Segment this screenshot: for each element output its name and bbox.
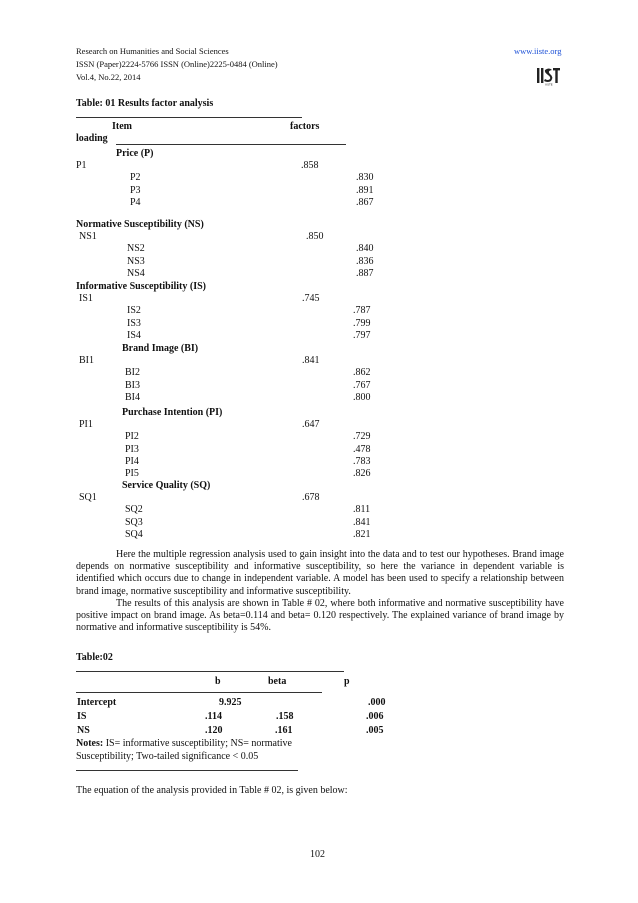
table1-item-loading: .841 <box>353 516 371 528</box>
table2-notes-label: Notes: <box>76 738 104 749</box>
table2-cell-beta: .158 <box>276 711 294 722</box>
table2-title: Table:02 <box>76 652 113 663</box>
journal-url-link[interactable]: www.iiste.org <box>514 46 562 56</box>
table1-item-loading: .678 <box>302 492 320 504</box>
table2-header-beta: beta <box>268 676 287 687</box>
table1-item-loading: .783 <box>353 455 371 467</box>
table1-item-label: SQ2 <box>125 504 143 516</box>
paragraph-regression: Here the multiple regression analysis used to gain insight into the data and to test our hypotheses. Brand image depends on normative susceptibility and informative susceptibility, so here the variance in dependent variable is identified which occurs due to change in independent variable. A model has been used to specify a relationship between brand image, normative susceptibility and informative susceptibility. <box>76 549 564 597</box>
table1-item-label: SQ4 <box>125 528 143 540</box>
table1-item-label: PI2 <box>125 431 139 443</box>
issn-line: ISSN (Paper)2224-5766 ISSN (Online)2225-0484 (Online) <box>76 59 278 69</box>
table2-bottom-rule <box>76 770 298 771</box>
table1-item-label: P1 <box>76 160 87 172</box>
volume-line: Vol.4, No.22, 2014 <box>76 72 141 82</box>
table2-row-label: Intercept <box>77 697 117 708</box>
table1-item-label: IS3 <box>127 317 141 329</box>
svg-text:IISTE: IISTE <box>545 82 553 86</box>
table1-item-loading: .767 <box>353 379 371 391</box>
table1-item-loading: .800 <box>353 391 371 403</box>
closing-sentence: The equation of the analysis provided in Table # 02, is given below: <box>76 785 348 796</box>
table1-item-loading: .745 <box>302 293 320 305</box>
table2-cell-b: 9.925 <box>219 697 242 708</box>
table2-cell-b: .114 <box>205 711 222 722</box>
table2-row-label: IS <box>77 711 87 722</box>
table1-item-label: IS2 <box>127 305 141 317</box>
table1-item-loading: .821 <box>353 528 371 540</box>
page-number: 102 <box>310 849 325 860</box>
table1-item-label: PI4 <box>125 455 139 467</box>
table1-item-loading: .826 <box>353 468 371 479</box>
table1-construct-heading: Purchase Intention (PI) <box>122 407 223 418</box>
table2-row-label: NS <box>77 725 90 736</box>
table2-cell-p: .005 <box>366 725 384 736</box>
table1-item-loading: .729 <box>353 431 371 443</box>
table1-item-loading: .830 <box>356 172 374 184</box>
journal-name: Research on Humanities and Social Sciences <box>76 46 229 56</box>
table1-item-loading: .797 <box>353 329 371 341</box>
table1-item-label: BI1 <box>79 355 94 367</box>
table1-item-label: PI5 <box>125 468 139 479</box>
table1-item-loading: .887 <box>356 267 374 279</box>
paragraph-results: The results of this analysis are shown in Table # 02, where both informative and normative susceptibility have positive impact on brand image. As beta=0.114 and beta= 0.120 respectively. The explained variance of brand image by normative and informative susceptibility is 54%. <box>76 598 564 634</box>
table1-item-label: BI3 <box>125 379 140 391</box>
table1-item-loading: .647 <box>302 419 320 431</box>
table1-item-label: PI1 <box>79 419 93 431</box>
table1-item-label: P2 <box>130 172 141 184</box>
table1-top-rule <box>76 117 302 118</box>
table1-item-label: P3 <box>130 184 141 196</box>
table2-header-rule <box>76 692 322 693</box>
table1-item-loading: .867 <box>356 196 374 208</box>
table2-notes <box>76 738 292 750</box>
table1-item-label: PI3 <box>125 443 139 455</box>
table1-item-label: SQ3 <box>125 516 143 528</box>
table1-item-loading: .840 <box>356 243 374 255</box>
table1-title: Table: 01 Results factor analysis <box>76 98 214 109</box>
table1-item-loading: .799 <box>353 317 371 329</box>
table1-construct-heading: Informative Susceptibility (IS) <box>76 281 206 292</box>
table1-construct-heading: Brand Image (BI) <box>122 343 199 354</box>
table1-construct-heading: Normative Susceptibility (NS) <box>76 219 204 230</box>
iiste-logo-icon <box>536 66 562 86</box>
table1-item-loading: .891 <box>356 184 374 196</box>
table1-item-loading: .787 <box>353 305 371 317</box>
table1-item-label: NS2 <box>127 243 145 255</box>
table1-item-loading: .850 <box>306 231 324 243</box>
table2-cell-b: .120 <box>205 725 223 736</box>
table1-item-label: NS1 <box>79 231 97 243</box>
table1-item-loading: .862 <box>353 367 371 379</box>
table1-item-label: P4 <box>130 196 141 208</box>
table2-cell-p: .006 <box>366 711 384 722</box>
table1-item-label: NS3 <box>127 255 145 267</box>
table1-item-label: BI4 <box>125 391 140 403</box>
table2-cell-p: .000 <box>368 697 386 708</box>
table1-header-factors: factors <box>290 121 320 132</box>
table2-top-rule <box>76 671 344 672</box>
table1-construct-heading: Service Quality (SQ) <box>122 480 211 491</box>
table1-item-label: SQ1 <box>79 492 97 504</box>
table2-header-b: b <box>215 676 221 687</box>
table1-item-loading: .858 <box>301 160 319 172</box>
table1-item-label: IS1 <box>79 293 93 305</box>
table2-cell-beta: .161 <box>275 725 293 736</box>
table1-item-label: NS4 <box>127 267 145 279</box>
table2-header-p: p <box>344 676 350 687</box>
table1-item-loading: .478 <box>353 443 371 455</box>
table1-item-loading: .811 <box>353 504 371 516</box>
table1-header-item: Item <box>112 121 132 132</box>
table1-item-label: BI2 <box>125 367 140 379</box>
table1-header-loading: loading <box>76 133 108 144</box>
table1-item-label: IS4 <box>127 329 141 341</box>
table2-notes-text: IS= informative susceptibility; NS= normative <box>103 738 292 749</box>
table2-notes-line2: Susceptibility; Two-tailed significance < 0.05 <box>76 751 259 762</box>
table1-item-loading: .836 <box>356 255 374 267</box>
table1-construct-heading: Price (P) <box>116 148 154 159</box>
table1-header-rule <box>116 144 346 145</box>
table1-item-loading: .841 <box>302 355 320 367</box>
